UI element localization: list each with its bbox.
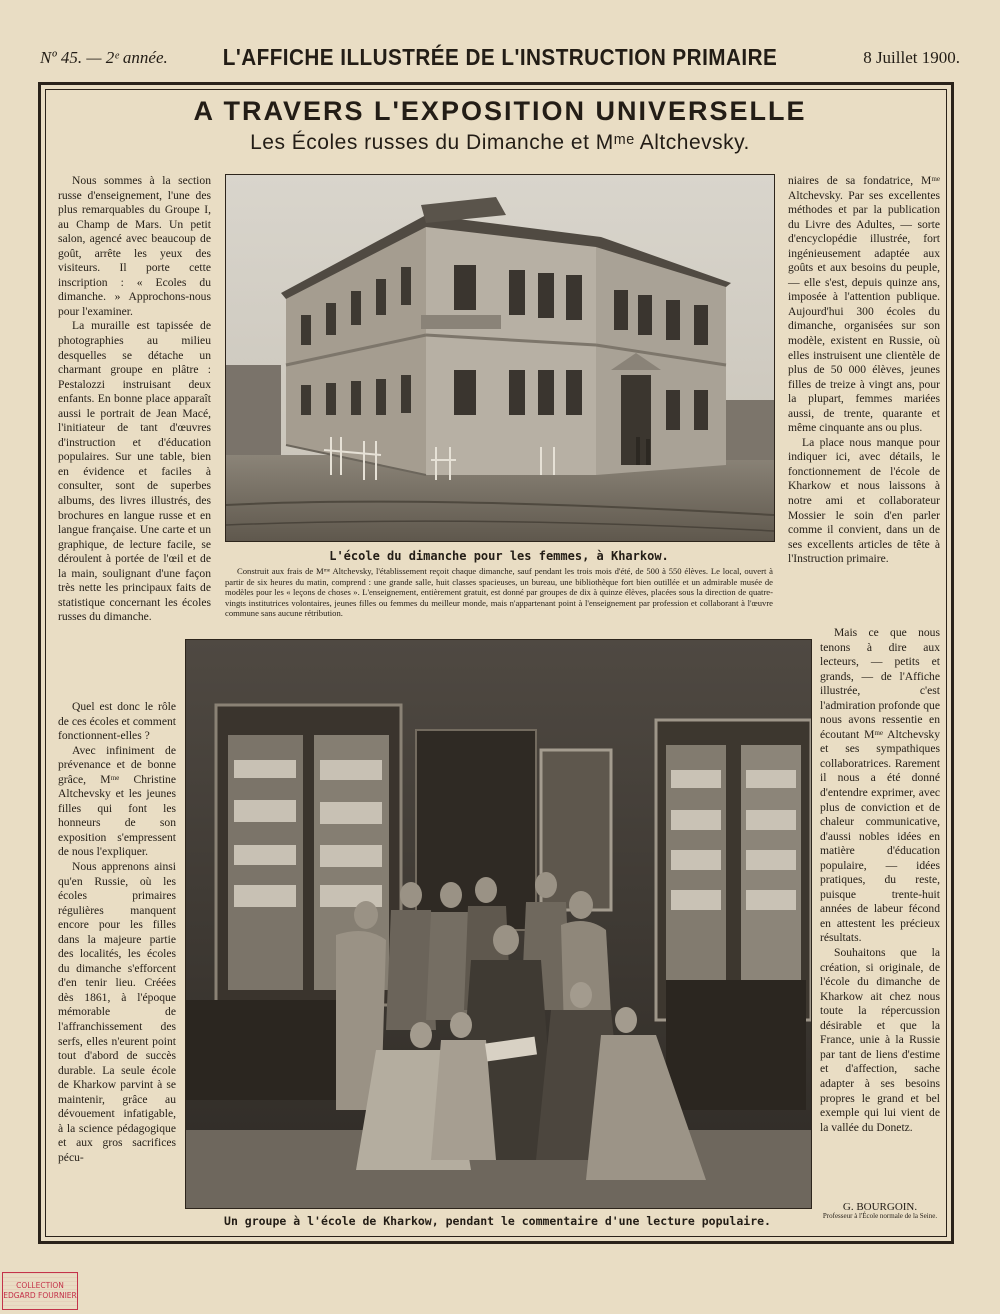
group-illustration — [186, 640, 811, 1208]
author-title: Professeur à l'École normale de la Seine. — [822, 1212, 938, 1220]
publication-title: L'AFFICHE ILLUSTRÉE DE L'INSTRUCTION PRIMAIRE — [222, 44, 778, 70]
article-title: A TRAVERS L'EXPOSITION UNIVERSELLE — [193, 96, 807, 126]
paragraph: Nous sommes à la section russe d'enseignement, l'une des plus remarquables du Groupe I, au Champ de Mars. Un petit salon, agencé avec beaucoup de goût, arrête les yeux des visiteurs. Il porte cette inscription : « Ecoles du dimanche. » Approchons-nous pour l'examiner. — [58, 174, 211, 318]
building-illustration — [226, 175, 774, 541]
paragraph: La place nous manque pour indiquer ici, avec détails, le fonctionnement de l'école de Kharkow et nous laissons à notre ami et collaborateur Mossier le soin d'en parler comme il convient, dans un de ses excellents articles de tête à l'Instruction primaire. — [788, 435, 940, 566]
right-column-top — [788, 174, 940, 567]
stamp-line1: COLLECTION — [16, 1281, 64, 1290]
right-column-bottom — [820, 626, 940, 1135]
signature — [818, 1201, 942, 1221]
left-column-top — [58, 174, 211, 625]
paragraph: La muraille est tapissée de photographies au milieu desquelles se détache un charmant groupe en plâtre : Pestalozzi instruisant deux enfants. En bonne place apparaît aussi le portrait de Jean Macé, l'initiateur de tant d'œuvres d'instruction et d'éducation populaires. Sur une table, bien en évidence et faciles à consulter, sont de superbes albums, des livres illustrés, des brochures en langue russe et en langue française. Une carte et un graphique, de lecture facile, se déroulent à portée de l'œil et de la main, soulignant d'une façon très nette les principaux faits de statistique concernant les écoles russes du dimanche. — [58, 319, 211, 624]
reading-group-photo — [185, 639, 812, 1209]
paragraph: Mais ce que nous tenons à dire aux lecteurs, — petits et grands, — de l'Affiche illustrée, c'est l'admiration profonde que nous avons ressentie en écoutant Mᵐᵉ Altchevsky et ses sympathiques collaboratrices. Rarement il nous a été donné d'entendre exprimer, avec plus de conviction et de chaleur communicative, d'aussi nobles idées en matière d'éducation populaire, — idées pratiques, du reste, puisque trente-huit années de labeur fécond en attestent les précieux résultats. — [820, 626, 940, 945]
issue-number: Nº 45. — 2ᵉ année. — [40, 48, 168, 67]
paragraph: Quel est donc le rôle de ces écoles et comment fonctionnent-elles ? — [58, 700, 176, 743]
school-building-photo — [225, 174, 775, 542]
photo2-caption-title: Un groupe à l'école de Kharkow, pendant le commentaire d'une lecture populaire. — [224, 1214, 771, 1228]
paragraph: niaires de sa fondatrice, Mᵐᵉ Altchevsky. Par ses excellentes méthodes et par la publication du Livre des Adultes, — sorte d'encyclopédie illustrée, fort ingénieusement adaptée aux goûts et aux besoins du peuple, — elle s'est, depuis quinze ans, imposée à l'attention publique. Aujourd'hui 300 écoles du dimanche, organisées sur son modèle, existent en Russie, où elles instruisent une clientèle de plus de 50 000 élèves, jeunes filles de treize à vingt ans, pour la plupart, femmes mariées aussi, de trente, quarante et même cinquante ans ou plus. — [788, 174, 940, 435]
paragraph: Souhaitons que la création, si originale, de l'école du dimanche de Kharkow ait chez nous toute la répercussion désirable et que la France, unie à la Russie par tant de liens d'estime et d'affection, sache adapter à ses besoins propres le grand et bel exemple qui lui vient de la vallée du Donetz. — [820, 946, 940, 1134]
stamp-line2: EDGARD FOURNIER — [3, 1291, 77, 1300]
left-column-bottom — [58, 700, 176, 1166]
paragraph: Nous apprenons ainsi qu'en Russie, où les écoles primaires régulières manquent encore pour les filles dans la majeure partie des localités, les écoles du dimanche s'efforcent d'en tenir lieu. Créées dès 1861, à l'époque mémorable de l'affranchissement des serfs, elles n'eurent point tout d'abord de succès durable. La seule école de Kharkow parvint à se maintenir, grâce au dévouement infatigable, à la science pédagogique et aux gros sacrifices pécu- — [58, 860, 176, 1164]
masthead — [40, 44, 960, 74]
author-name: G. BOURGOIN. — [842, 1201, 918, 1213]
collection-stamp — [2, 1272, 78, 1310]
photo1-caption-text: Construit aux frais de Mᵐᵉ Altchevsky, l'établissement reçoit chaque dimanche, sauf pendant les trois mois d'été, de 500 à 550 élèves. Le local, ouvert à partir de six heures du matin, comprend : une grande salle, huit classes spacieuses, un bureau, une bibliothèque fort bien outillée et un admirable musée de modèles pour les « leçons de choses ». L'enseignement, entièrement gratuit, est donné par groupes de dix à quinze élèves, placées sous la direction de quatre-vingts institutrices volontaires, jeunes filles ou femmes du meilleur monde, mais n'appartenant point à l'enseignement par profession et collaborant à l'œuvre commune sans aucune rétribution. — [225, 566, 773, 618]
photo1-caption-title: L'école du dimanche pour les femmes, à Kharkow. — [329, 549, 669, 563]
issue-date: 8 Juillet 1900. — [863, 48, 960, 67]
article-subtitle: Les Écoles russes du Dimanche et Mᵐᵉ Altchevsky. — [250, 131, 750, 154]
paragraph: Avec infiniment de prévenance et de bonne grâce, Mᵐᵉ Christine Altchevsky et les jeunes filles qui font les honneurs de son exposition s'empressent de nous l'expliquer. — [58, 743, 176, 859]
